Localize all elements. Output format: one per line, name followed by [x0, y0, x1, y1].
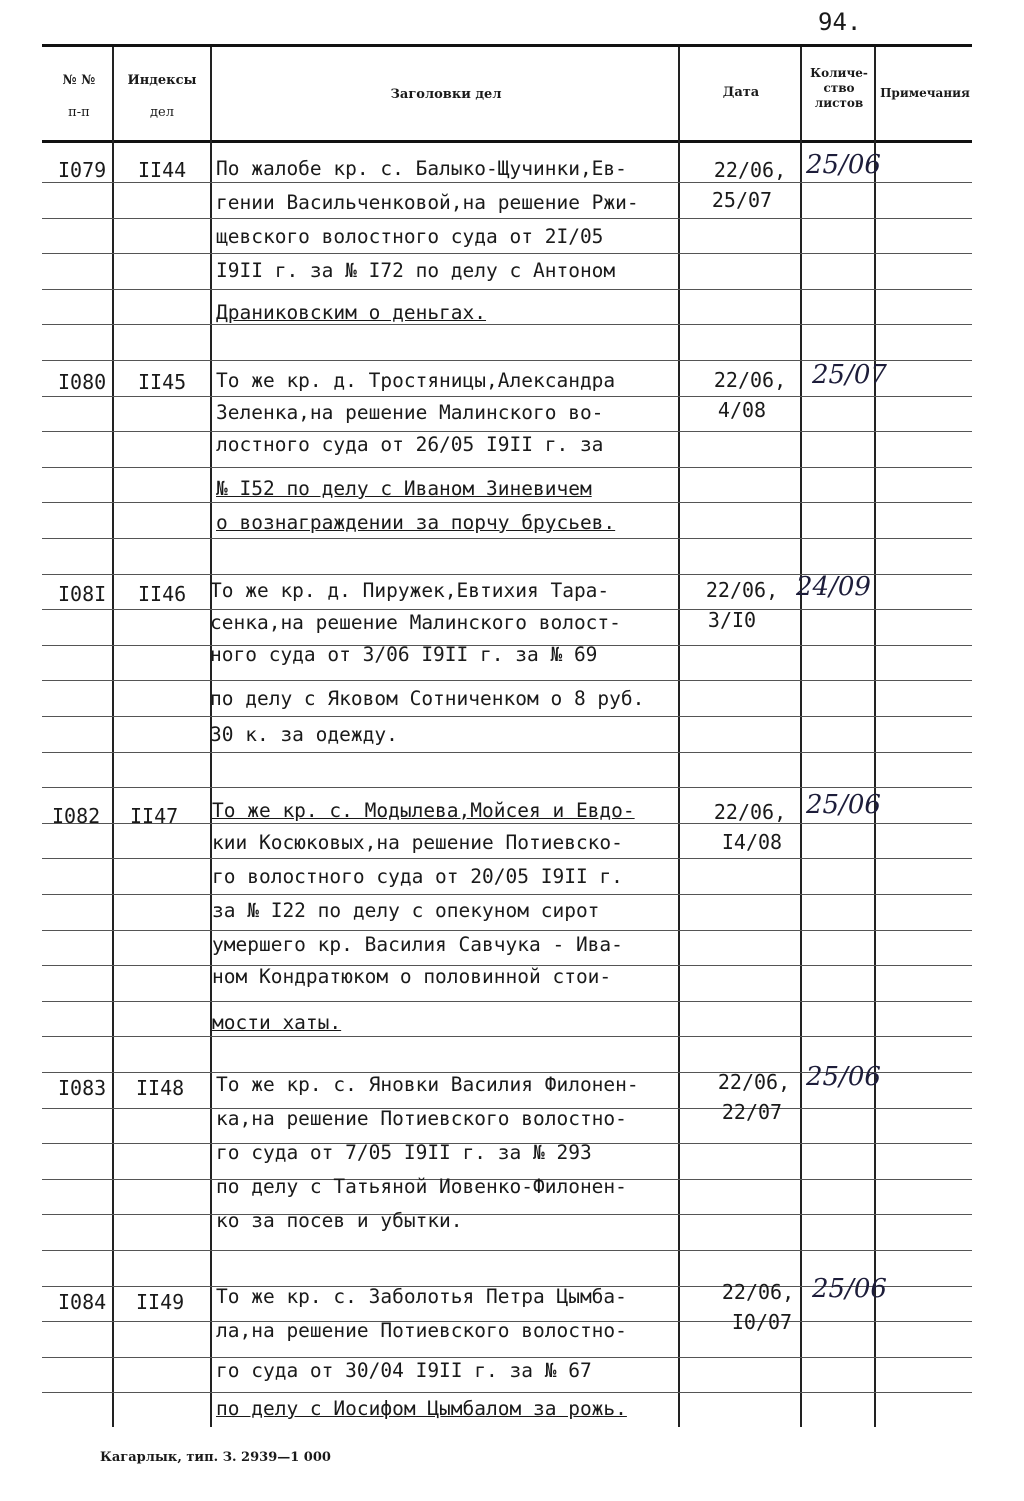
title-line: о вознаграждении за порчу брусьев.: [216, 511, 616, 534]
ruled-line: [42, 218, 972, 219]
entry-number: I08I: [58, 582, 107, 606]
ruled-line: [42, 1392, 972, 1393]
title-line: по делу с Татьяной Иовенко-Филонен-: [216, 1175, 627, 1198]
date-end: 4/08: [717, 398, 767, 422]
title-line: То же кр. с. Заболотья Петра Цымба-: [216, 1285, 627, 1308]
entry-number: I079: [58, 158, 107, 182]
title-line: кии Косюковых,на решение Потиевско-: [212, 831, 623, 854]
title-line: По жалобе кр. с. Балыко-Щучинки,Ев-: [216, 157, 627, 180]
sheet-count: 24/09: [796, 572, 871, 602]
date-end: 22/07: [721, 1100, 783, 1124]
ruled-line: [42, 1214, 972, 1215]
header-col-no: [46, 72, 112, 122]
printer-imprint: Кагарлык, тип. З. 2939—1 000: [100, 1450, 331, 1465]
title-line: ного суда от 3/06 I9II г. за № 69: [210, 643, 598, 666]
sheet-count: 25/06: [806, 1062, 881, 1092]
title-line: мости хаты.: [212, 1011, 342, 1034]
title-line: го волостного суда от 20/05 I9II г.: [212, 865, 623, 888]
ruled-line: [42, 289, 972, 290]
title-line: го суда от 7/05 I9II г. за № 293: [216, 1141, 592, 1164]
date-start: 22/06,: [705, 578, 779, 602]
title-line: ко за посев и убытки.: [216, 1209, 463, 1232]
date-start: 22/06,: [713, 368, 787, 392]
col-divider: [678, 47, 680, 1427]
title-line: щевского волостного суда от 2I/05: [216, 225, 604, 248]
title-line: гении Васильченковой,на решение Ржи-: [216, 191, 639, 214]
title-line: лостного суда от 26/05 I9II г. за: [216, 433, 604, 456]
ruled-line: [42, 858, 972, 859]
title-line: по делу с Иосифом Цымбалом за рожь.: [216, 1397, 627, 1420]
ruled-line: [42, 1250, 972, 1251]
ruled-line: [42, 396, 972, 397]
ruled-line: [42, 787, 972, 788]
date-start: 22/06,: [721, 1280, 795, 1304]
ruled-line: [42, 502, 972, 503]
ruled-line: [42, 1001, 972, 1002]
date-end: 3/I0: [707, 608, 757, 632]
entry-index: II44: [138, 158, 187, 182]
ruled-line: [42, 324, 972, 325]
sheet-count: 25/06: [806, 790, 881, 820]
title-line: сенка,на решение Малинского волост-: [210, 611, 621, 634]
col-divider: [874, 47, 876, 1427]
entry-number: I083: [58, 1076, 107, 1100]
ruled-line: [42, 467, 972, 468]
ruled-line: [42, 823, 972, 824]
header-col-index: [114, 72, 210, 122]
entry-number: I080: [58, 370, 107, 394]
header-col-date: Дата: [722, 85, 760, 100]
title-line: То же кр. с. Яновки Василия Филонен-: [216, 1073, 639, 1096]
date-end: I0/07: [731, 1310, 793, 1334]
col-divider: [112, 47, 114, 1427]
ruled-line: [42, 894, 972, 895]
page-number: 94.: [818, 8, 862, 36]
ruled-line: [42, 716, 972, 717]
title-line: Драниковским о деньгах.: [216, 301, 487, 324]
entry-index: II46: [138, 582, 187, 606]
title-line: То же кр. с. Модылева,Мойсея и Евдо-: [212, 799, 635, 822]
ruled-line: [42, 1036, 972, 1037]
title-line: ка,на решение Потиевского волостно-: [216, 1107, 627, 1130]
title-line: № I52 по делу с Иваном Зиневичем: [216, 477, 592, 500]
header-rule: [42, 140, 972, 143]
header-col-title: Заголовки дел: [390, 87, 502, 102]
top-rule: [42, 44, 972, 47]
date-end: I4/08: [721, 830, 783, 854]
title-line: по делу с Яковом Сотниченком о 8 руб.: [210, 687, 645, 710]
ruled-line: [42, 253, 972, 254]
sheet-count: 25/07: [812, 360, 887, 390]
date-start: 22/06,: [717, 1070, 791, 1094]
entry-index: II45: [138, 370, 187, 394]
sheet-count: 25/06: [806, 150, 881, 180]
title-line: То же кр. д. Пиружек,Евтихия Тара-: [210, 579, 610, 602]
ruled-line: [42, 680, 972, 681]
sheet-count: 25/06: [812, 1274, 887, 1304]
ruled-line: [42, 431, 972, 432]
title-line: ном Кондратюком о половинной стои-: [212, 965, 612, 988]
entry-index: II48: [136, 1076, 185, 1100]
header-col-no-label: № №: [62, 73, 96, 88]
title-line: ла,на решение Потиевского волостно-: [216, 1319, 627, 1342]
header-col-index-label: Индексы: [127, 73, 197, 88]
header-col-count: Количе- ство листов: [810, 66, 868, 110]
entry-index: II49: [136, 1290, 185, 1314]
ruled-line: [42, 538, 972, 539]
header-col-index-sub: дел: [150, 105, 174, 120]
title-line: 30 к. за одежду.: [210, 723, 398, 746]
ruled-line: [42, 1357, 972, 1358]
ruled-line: [42, 930, 972, 931]
title-line: за № I22 по делу с опекуном сирот: [212, 899, 600, 922]
ruled-line: [42, 182, 972, 183]
header-col-notes: Примечания: [880, 86, 970, 100]
entry-number: I084: [58, 1290, 107, 1314]
date-end: 25/07: [711, 188, 773, 212]
col-divider: [800, 47, 802, 1427]
title-line: I9II г. за № I72 по делу с Антоном: [216, 259, 616, 282]
date-start: 22/06,: [713, 800, 787, 824]
entry-index: II47: [130, 804, 179, 828]
header-col-no-sub: п-п: [68, 105, 90, 120]
title-line: Зеленка,на решение Малинского во-: [216, 401, 604, 424]
title-line: То же кр. д. Тростяницы,Александра: [216, 369, 616, 392]
entry-number: I082: [52, 804, 101, 828]
ruled-line: [42, 752, 972, 753]
ruled-line: [42, 609, 972, 610]
date-start: 22/06,: [713, 158, 787, 182]
title-line: го суда от 30/04 I9II г. за № 67: [216, 1359, 592, 1382]
title-line: умершего кр. Василия Савчука - Ива-: [212, 933, 623, 956]
